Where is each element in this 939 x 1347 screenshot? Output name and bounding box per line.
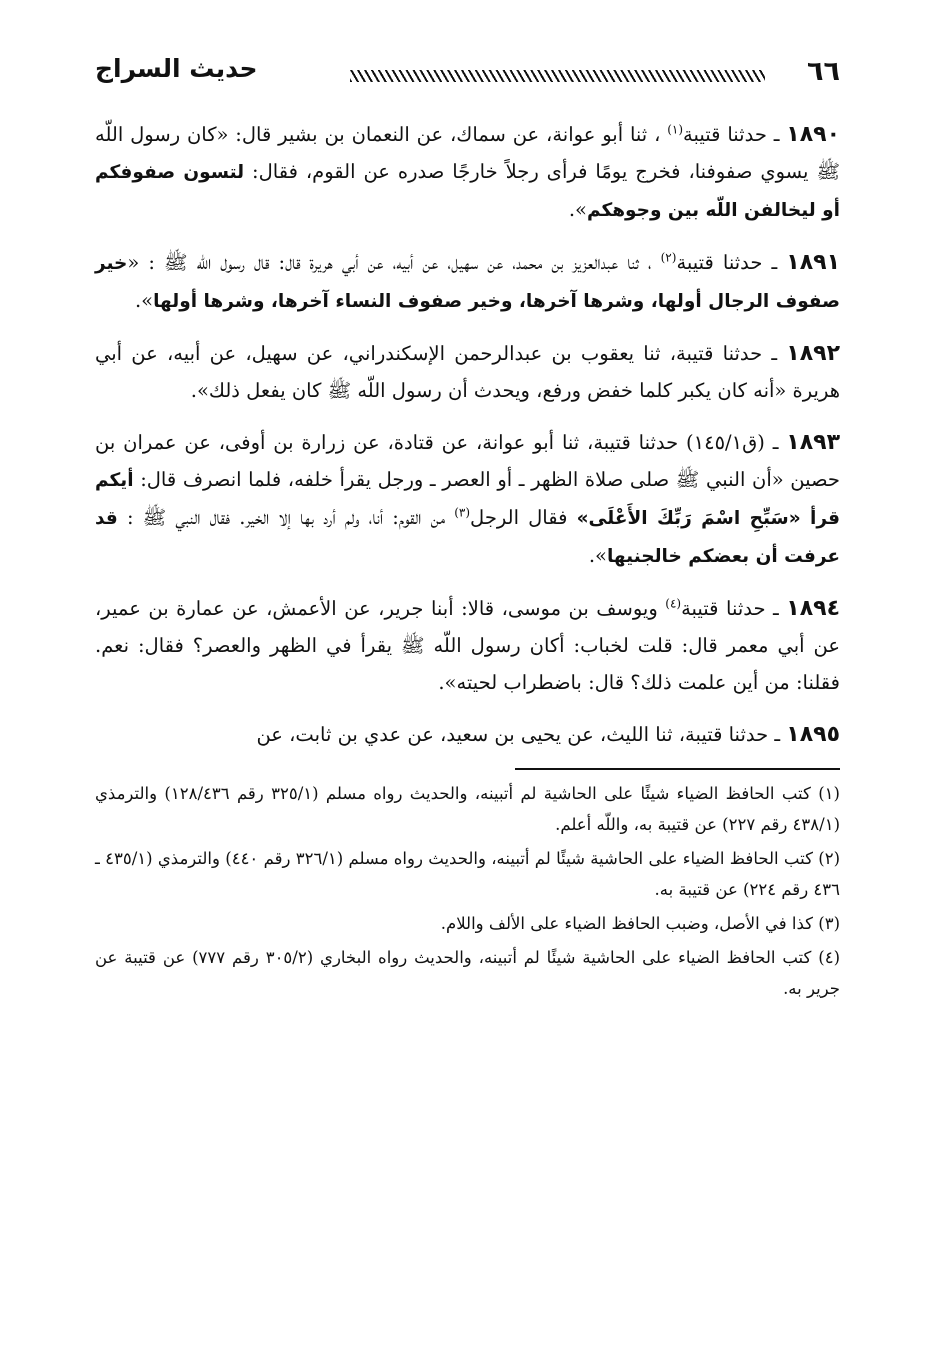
hadith-text: فقال الرجل: [470, 506, 577, 529]
hadith-number: ١٨٩٢: [786, 341, 840, 366]
hadith-text: ـ حدثنا قتيبة: [676, 251, 787, 274]
header-ornament: [350, 70, 765, 82]
hadith-bold-text: أيكم قرأ «سَبِّحِ اسْمَ رَبِّكَ الأَعْلَى»: [95, 470, 840, 529]
hadith-1895: [95, 716, 840, 753]
hadith-bold-text: لتسون صفوفكم أو ليخالفن اللّه بين وجوهكم: [95, 162, 840, 221]
footnote-3: (٣) كذا في الأصل، وضبب الحافظ الضياء على الألف واللام.: [440, 914, 840, 933]
page-header: [95, 50, 840, 98]
footnote-marker[interactable]: (٣): [454, 505, 471, 520]
hadith-text: ـ حدثنا قتيبة: [683, 123, 787, 146]
footnote-1: (١) كتب الحافظ الضياء شيئًا على الحاشية لم أتبينه، والحديث رواه مسلم (٣٢٥/١ رقم ١٢٨/٤٣٦) والترمذي (٤٣٨/١ رقم ٢٢٧) عن قتيبة به، واللّه أعلم.: [95, 784, 840, 834]
hadith-1890: [95, 116, 840, 229]
hadith-text: ـ حدثنا قتيبة، ثنا الليث، عن يحيى بن سعيد، عن عدي بن ثابت، عن: [256, 723, 787, 746]
hadith-1892: [95, 335, 840, 409]
footnote-marker[interactable]: (٤): [665, 596, 682, 611]
hadith-text: ».: [588, 544, 607, 567]
hadith-number: ١٨٩٠: [786, 122, 841, 147]
hadith-text: ـ حدثنا قتيبة، ثنا يعقوب بن عبدالرحمن الإسكندراني، عن سهيل، عن أبيه، عن أبي هريرة «أنه كان يكبر كلما خفض ورفع، ويحدث أن رسول اللّه ﷺ كان يفعل ذلك».: [95, 342, 840, 402]
running-title: حديث السراج: [95, 54, 258, 83]
hadith-bold-text: خير صفوف الرجال أولها، وشرها آخرها، وخير صفوف النساء آخرها، وشرها أولها: [95, 253, 840, 312]
hadith-number: ١٨٩٣: [786, 430, 840, 455]
hadith-number: ١٨٩١: [786, 250, 840, 275]
hadith-1891: [95, 244, 840, 320]
book-page: [95, 50, 840, 1007]
hadith-text: ـ حدثنا قتيبة: [681, 597, 787, 620]
hadith-number: ١٨٩٤: [786, 596, 840, 621]
hadith-bold-text: قد عرفت أن بعضكم خالجنيها: [95, 508, 840, 567]
footnotes: [95, 778, 840, 1004]
footnote-marker[interactable]: (١): [667, 122, 684, 137]
hadith-text: من القوم: أنا، ولم أرد بها إلا الخير. فقال النبي ﷺ :: [117, 506, 455, 529]
hadith-text: ».: [568, 198, 587, 221]
hadith-text: ، ثنا عبدالعزيز بن محمد، عن سهيل، عن أبيه، عن أبي هريرة قال: قال رسول اللّه ﷺ : «: [127, 251, 661, 274]
footnote-divider: [515, 768, 840, 770]
page-number: ٦٦: [807, 56, 840, 87]
hadith-text: ويوسف بن موسى، قالا: أبنا جرير، عن الأعمش، عن عمارة بن عمير، عن أبي معمر قال: قلت لخباب: أكان رسول اللّه ﷺ يقرأ في الظهر والعصر؟ فقال: نعم. فقلنا: من أين علمت ذلك؟ قال: باضطراب لحيته».: [95, 597, 840, 694]
hadith-number: ١٨٩٥: [786, 722, 840, 747]
hadith-text: ، ثنا أبو عوانة، عن سماك، عن النعمان بن بشير قال: «كان رسول اللّه ﷺ يسوي صفوفنا، فخرج يومًا فرأى رجلاً خارجًا صدره عن القوم، فقال:: [95, 123, 840, 183]
main-text: [95, 116, 840, 753]
hadith-text: ».: [134, 289, 154, 312]
footnote-marker[interactable]: (٢): [660, 250, 677, 265]
footnote-2: (٢) كتب الحافظ الضياء على الحاشية شيئًا لم أتبينه، والحديث رواه مسلم (٣٢٦/١ رقم ٤٤٠) والترمذي (٤٣٥/١ ـ ٤٣٦ رقم ٢٢٤) عن قتيبة به.: [95, 849, 840, 899]
hadith-1893: [95, 424, 840, 575]
footnote-4: (٤) كتب الحافظ الضياء على الحاشية شيئًا لم أتبينه، والحديث رواه البخاري (٣٠٥/٢ رقم ٧٧٧) عن قتيبة عن جرير به.: [95, 948, 841, 998]
hadith-1894: [95, 590, 840, 701]
hadith-text: ـ (ق١٤٥/١) حدثنا قتيبة، ثنا أبو عوانة، عن قتادة، عن زرارة بن أوفى، عن عمران بن حصين «أن النبي ﷺ صلى صلاة الظهر ـ أو العصر ـ ورجل يقرأ خلفه، فلما انصرف قال:: [95, 431, 840, 491]
